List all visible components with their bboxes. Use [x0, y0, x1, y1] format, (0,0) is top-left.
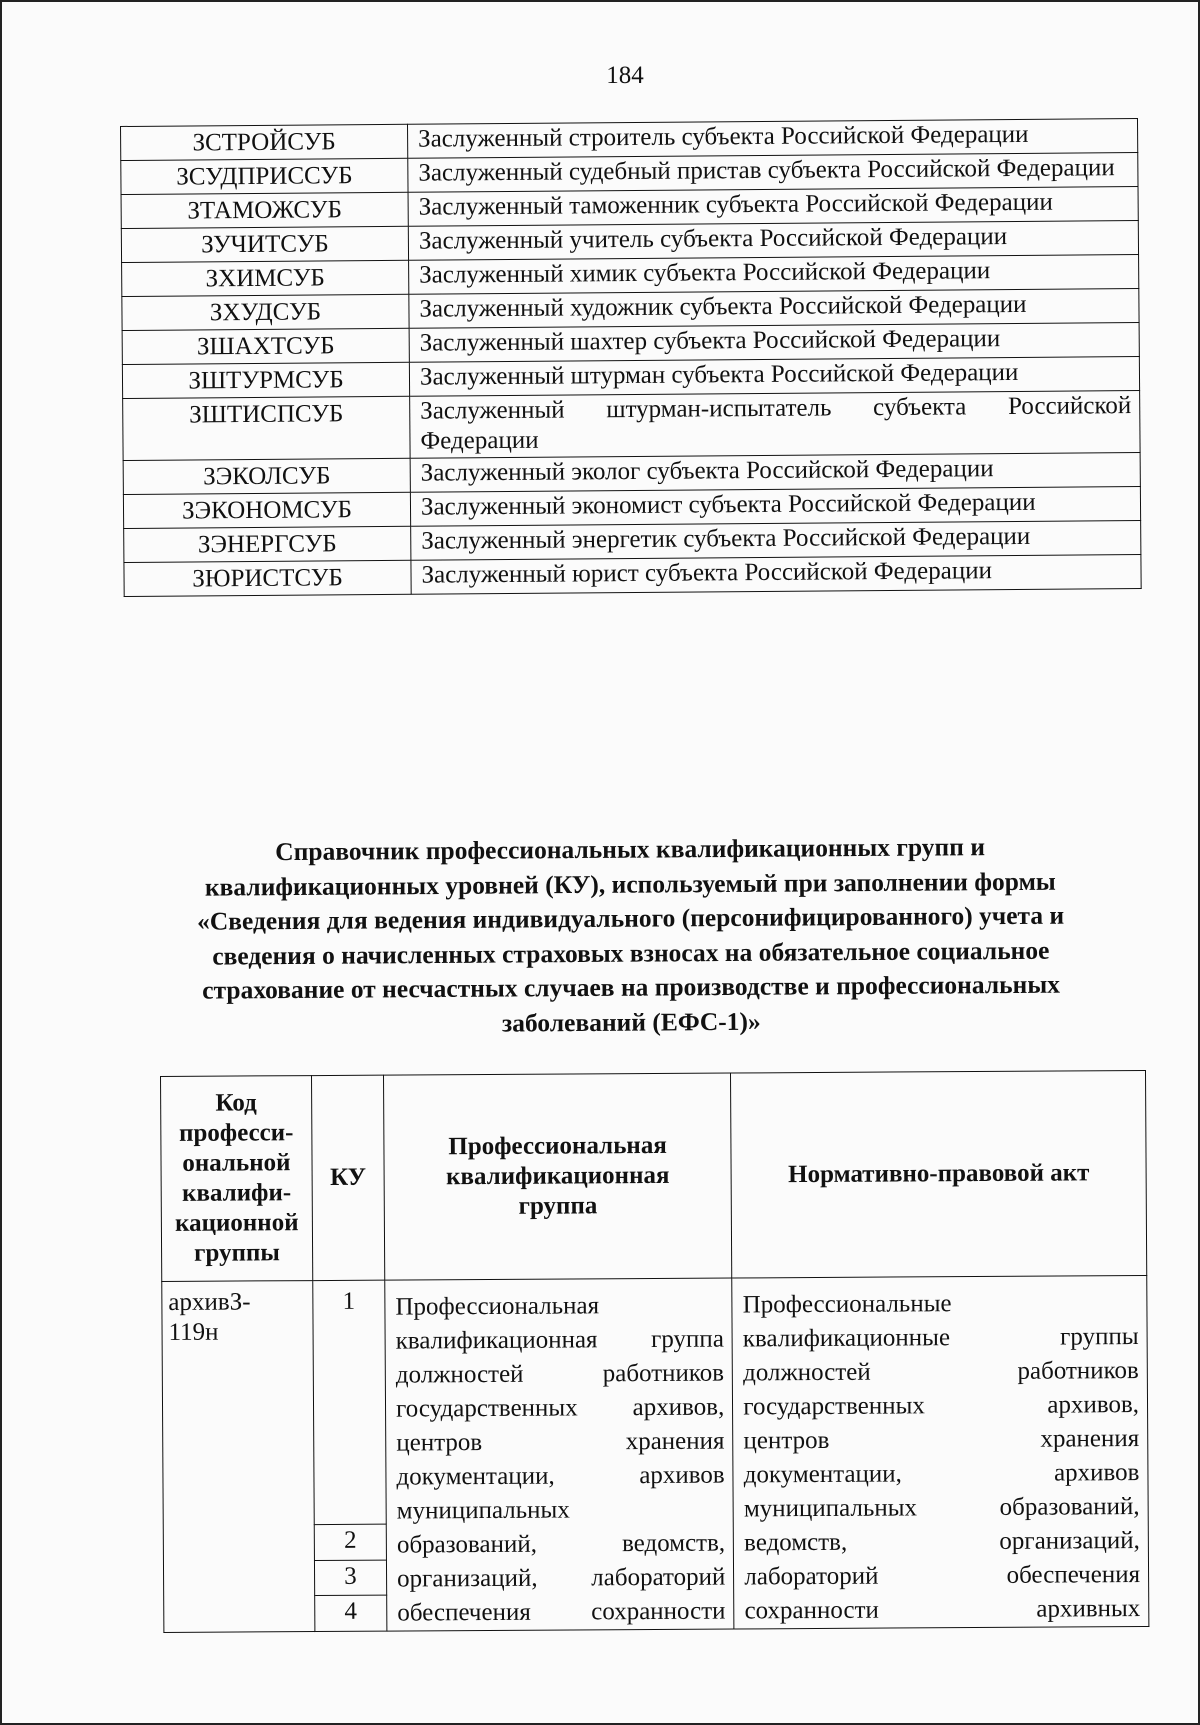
title-description: Заслуженный художник субъекта Российской Федерации [409, 289, 1139, 329]
ku-level: 2 [314, 1524, 386, 1560]
table-header-row [161, 1070, 1147, 1281]
column-header-group [384, 1073, 732, 1280]
legal-act-line: муниципальных образований, [743, 1493, 1140, 1523]
group-name-line: квалификационная группа [395, 1325, 724, 1355]
ku-level: 3 [314, 1560, 386, 1596]
title-code: ЗХИМСУБ [122, 260, 409, 296]
table-row [123, 391, 1140, 461]
title-code: ЗУЧИТСУБ [121, 226, 408, 262]
ku-level: 1 [313, 1280, 387, 1525]
heading-line: страхование от несчастных случаев на производстве и профессиональных [202, 969, 1061, 1005]
header-line: группа [518, 1192, 598, 1220]
legal-act-line: лабораторий обеспечения [744, 1561, 1141, 1591]
legal-act-line: государственных архивов, [743, 1391, 1140, 1421]
group-name-line: обеспечения сохранности [397, 1597, 726, 1627]
legal-act-line: Профессиональные [742, 1290, 952, 1319]
ku-level: 4 [315, 1595, 387, 1631]
title-description: Заслуженный штурман субъекта Российской Федерации [409, 357, 1139, 397]
legal-act-cell [732, 1275, 1149, 1629]
title-code: ЗШАХТСУБ [122, 328, 409, 364]
title-description: Заслуженный строитель субъекта Российской Федерации [407, 119, 1137, 159]
header-line: группы [194, 1239, 280, 1267]
group-name-line: Профессиональная [395, 1292, 600, 1321]
header-line: кационной [174, 1209, 299, 1237]
heading-line: заболеваний (ЕФС-1)» [501, 1006, 761, 1038]
group-name-line: документации, архивов [396, 1461, 725, 1491]
legal-act-line: документации, архивов [743, 1459, 1140, 1489]
header-line: професси- [178, 1119, 294, 1147]
title-code: ЗЭКОЛСУБ [123, 458, 410, 494]
header-line: ональной [182, 1149, 291, 1177]
group-name-line: образований, ведомств, [396, 1529, 726, 1559]
group-name-line: государственных архивов, [396, 1393, 725, 1423]
qualification-groups-table [160, 1070, 1149, 1633]
title-code: ЗЭКОНОМСУБ [123, 492, 410, 528]
title-code: ЗЭНЕРГСУБ [124, 526, 411, 562]
header-line: Код [215, 1089, 257, 1117]
group-name-line: организаций, лабораторий [397, 1563, 726, 1593]
header-line: квалификационная [445, 1161, 670, 1191]
column-header-code [161, 1076, 313, 1282]
group-name-line: муниципальных [396, 1496, 570, 1525]
title-description: Заслуженный таможенник субъекта Российской Федерации [408, 187, 1138, 227]
group-code-cell [162, 1281, 315, 1633]
page-number: 184 [606, 62, 644, 89]
title-code: ЗЮРИСТСУБ [124, 560, 411, 596]
table-row [162, 1275, 1148, 1525]
title-code: ЗСУДПРИССУБ [121, 158, 408, 194]
honorary-titles-table [120, 118, 1142, 597]
column-header-act: Нормативно-правовой акт [731, 1070, 1147, 1278]
heading-line: «Сведения для ведения индивидуального (персонифицированного) учета и [196, 900, 1065, 936]
legal-act-line: центров хранения [743, 1425, 1140, 1455]
legal-act-line: квалификационные группы [742, 1323, 1139, 1353]
title-code: ЗШТУРМСУБ [122, 362, 409, 398]
heading-line: квалификационных уровней (КУ), используемый при заполнении формы [204, 866, 1056, 902]
table-row [124, 554, 1141, 596]
title-code: ЗСТРОЙСУБ [121, 124, 408, 160]
group-code-line: архивЗ- [168, 1288, 251, 1316]
title-description: Заслуженный энергетик субъекта Российской Федерации [411, 520, 1141, 560]
title-description: Заслуженный юрист субъекта Российской Федерации [411, 554, 1141, 594]
section-heading [150, 829, 1111, 1043]
legal-act-line: ведомств, организаций, [744, 1527, 1140, 1557]
group-name-cell [385, 1278, 734, 1631]
title-description: Заслуженный штурман-испытатель субъекта Российской Федерации [410, 391, 1140, 459]
header-line: квалифи- [181, 1179, 292, 1207]
title-description: Заслуженный шахтер субъекта Российской Федерации [409, 323, 1139, 363]
title-description: Заслуженный эколог субъекта Российской Федерации [410, 452, 1140, 492]
heading-line: Справочник профессиональных квалификационных групп и [275, 832, 986, 867]
column-header-ku: КУ [311, 1075, 384, 1280]
heading-line: сведения о начисленных страховых взносах на обязательное социальное [212, 935, 1050, 971]
header-line: Профессиональная [448, 1131, 667, 1161]
group-name-line: должностей работников [395, 1359, 725, 1389]
legal-act-line: должностей работников [742, 1357, 1139, 1387]
legal-act-line: сохранности архивных [744, 1595, 1141, 1625]
title-description: Заслуженный химик субъекта Российской Федерации [409, 255, 1139, 295]
title-description: Заслуженный судебный пристав субъекта Российской Федерации [408, 153, 1138, 193]
title-code: ЗХУДСУБ [122, 294, 409, 330]
title-description: Заслуженный экономист субъекта Российской Федерации [410, 486, 1140, 526]
group-code-line: 119н [168, 1318, 219, 1346]
title-code: ЗШТИСПСУБ [123, 396, 410, 460]
group-name-line: центров хранения [396, 1427, 725, 1457]
title-code: ЗТАМОЖСУБ [121, 192, 408, 228]
title-description: Заслуженный учитель субъекта Российской Федерации [408, 221, 1138, 261]
